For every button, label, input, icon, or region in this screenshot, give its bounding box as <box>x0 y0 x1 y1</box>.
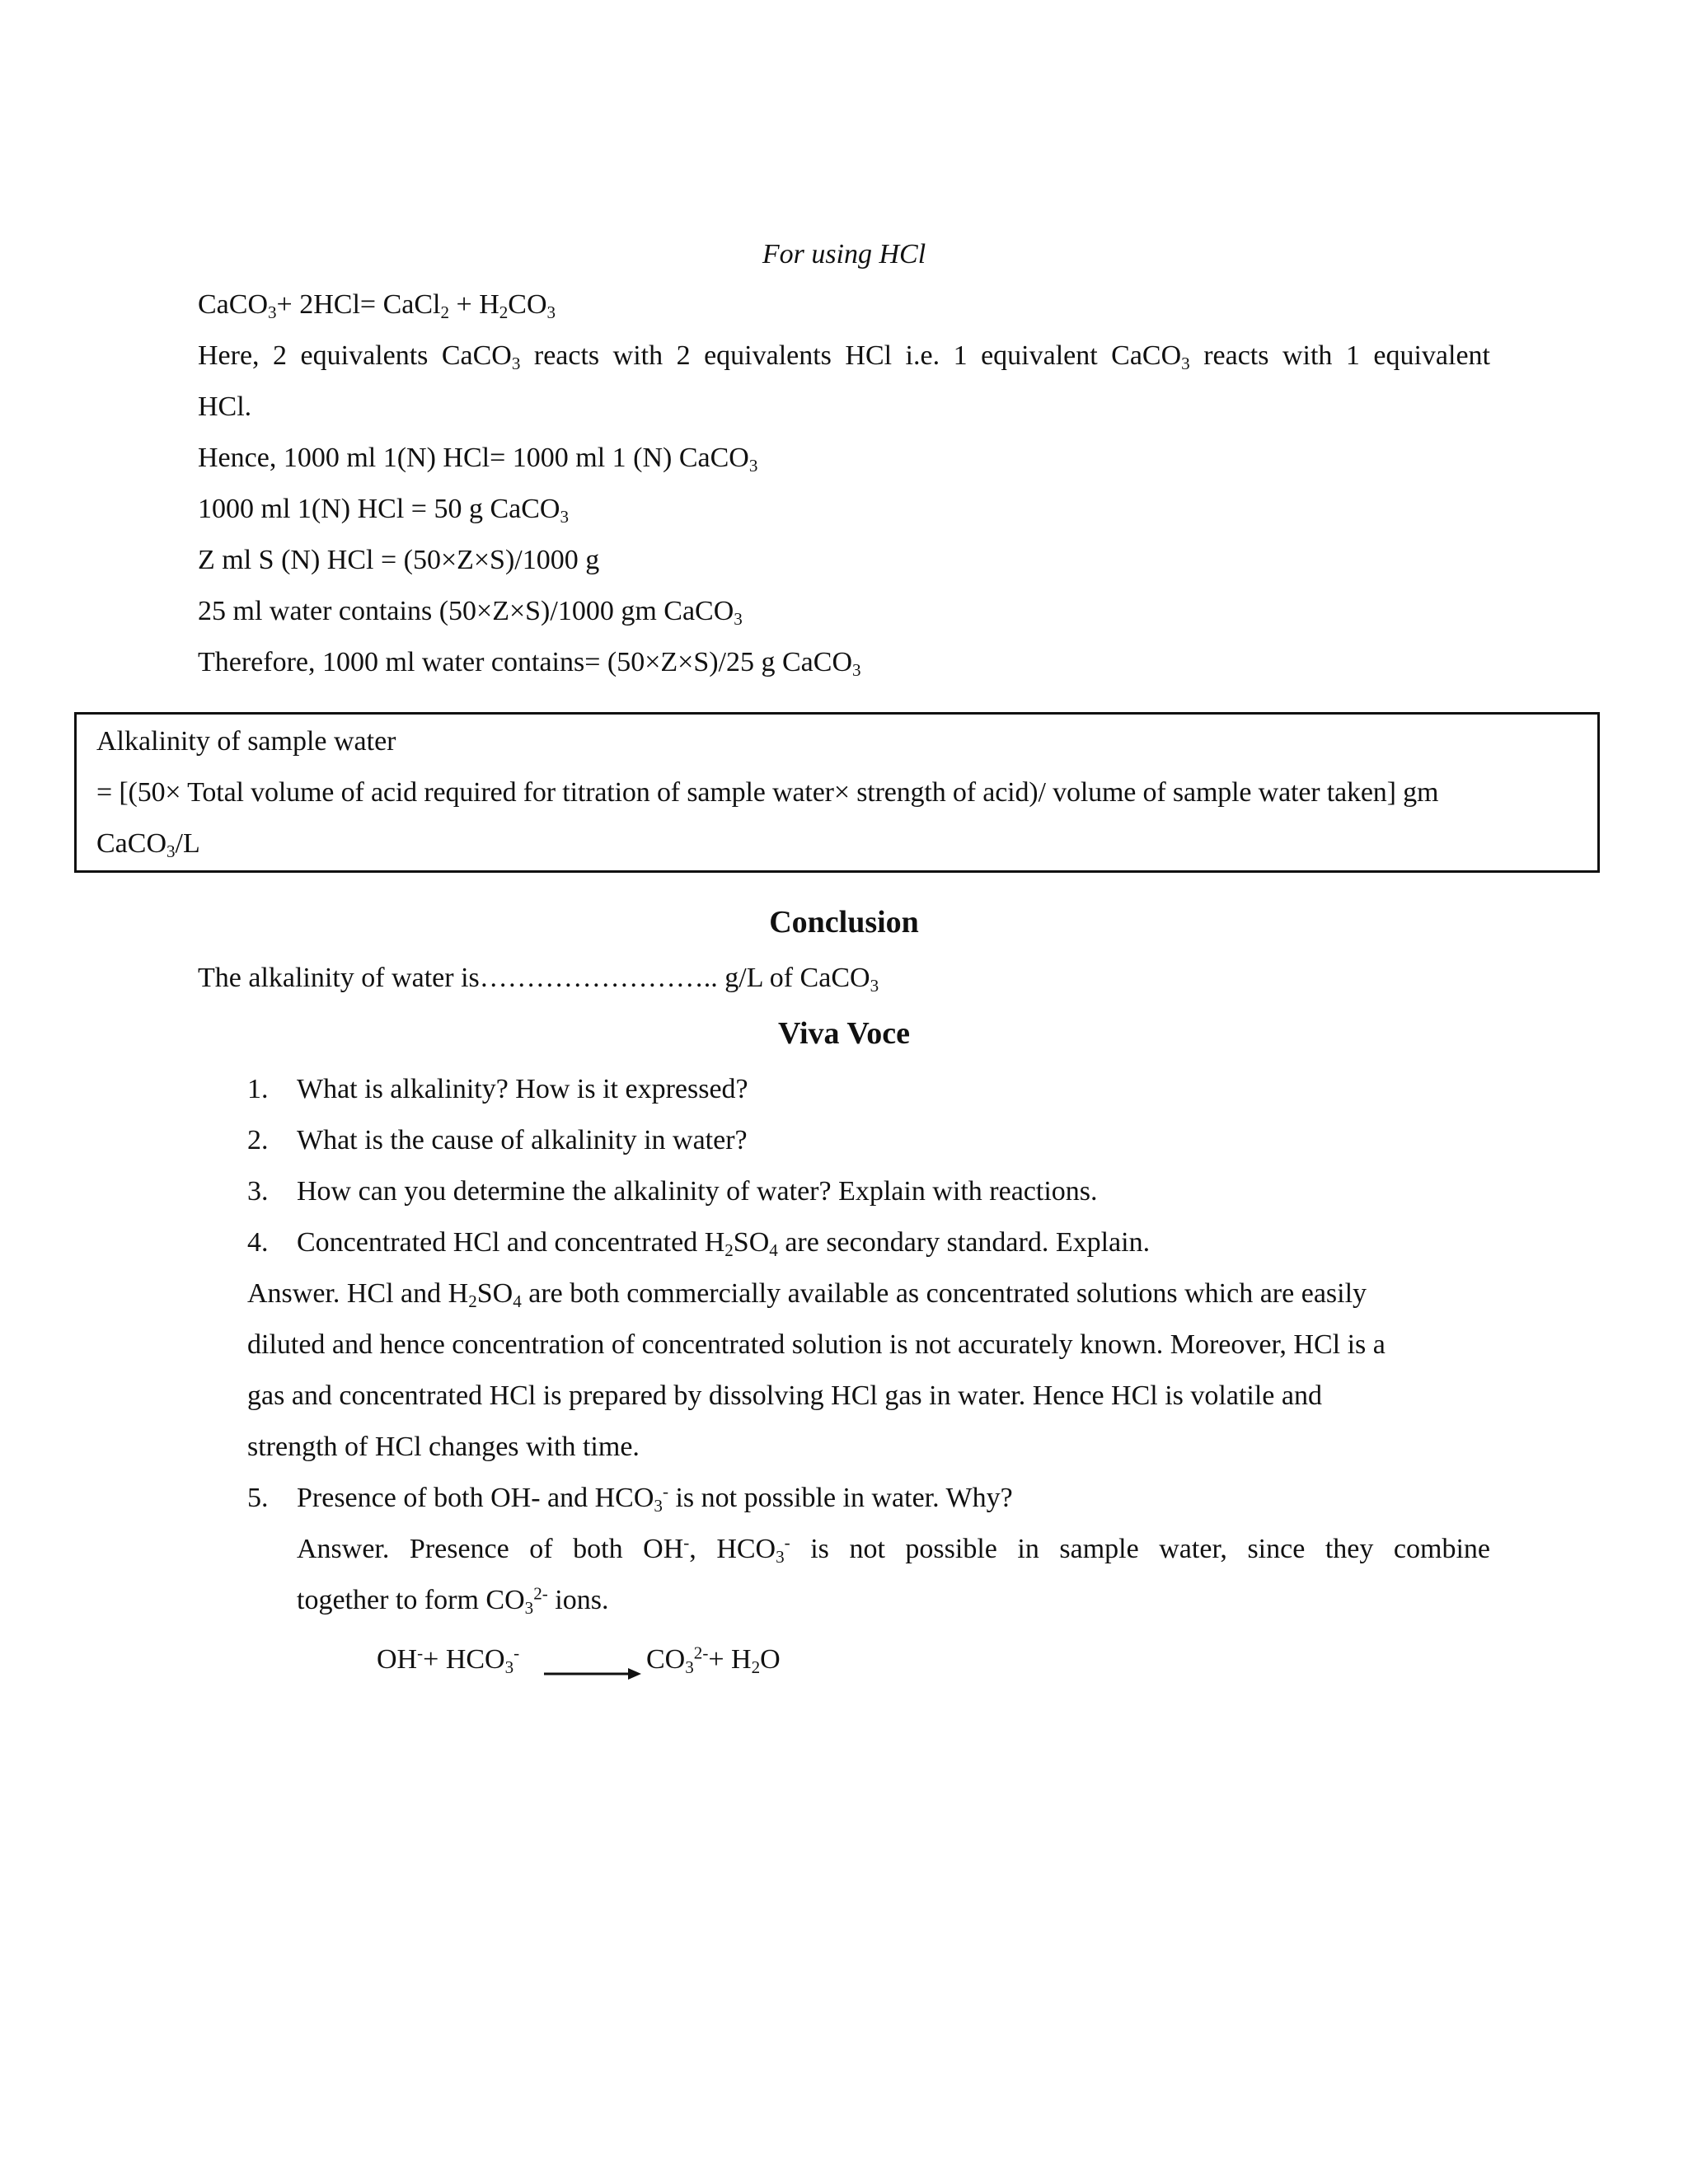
question-4: Concentrated HCl and concentrated $H_2SO_4$ are secondary standard. Explain. <box>297 1227 1151 1260</box>
conclusion-heading: Conclusion <box>769 905 919 940</box>
hence-line: Hence, 1000 ml 1(N) HCl= 1000 ml 1 (N) CaCO$_3$ <box>198 443 758 476</box>
answer-4-line-2: diluted and hence concentration of concentrated solution is not accurately known. Moreover, HCl is a <box>247 1329 1386 1360</box>
calc-line-2: Z ml S (N) HCl = (50×Z×S)/1000 g <box>198 545 600 575</box>
calc-line-1: 1000 ml 1(N) HCl = 50 g CaCO$_3$ <box>198 494 569 527</box>
equivalents-line-end: HCl. <box>198 391 252 422</box>
calc-line-3: 25 ml water contains (50×Z×S)/1000 gm CaCO$_3$ <box>198 596 743 629</box>
conclusion-text: The alkalinity of water is…………………….. g/L of CaCO$_3$ <box>198 963 879 996</box>
answer-5-line-1: Answer. Presence of both OH-, $HCO_3^-$ is not possible in sample water, since they combine <box>297 1532 1490 1567</box>
formula-box <box>74 712 1600 873</box>
question-number: 3. <box>247 1176 269 1207</box>
question-number: 1. <box>247 1074 269 1104</box>
section-title: For using HCl <box>762 239 926 269</box>
answer-5-line-2: together to form $CO_3^{2-}$ ions. <box>297 1583 609 1618</box>
reaction-arrow-icon <box>544 1666 643 1682</box>
answer-4-line-4: strength of HCl changes with time. <box>247 1432 640 1462</box>
calc-line-4: Therefore, 1000 ml water contains= (50×Z×S)/25 g CaCO$_3$ <box>198 647 861 680</box>
viva-voce-heading: Viva Voce <box>777 1016 911 1051</box>
formula-expression: = [(50× Total volume of acid required for titration of sample water× strength of acid)/ volume of sample water taken] gm <box>96 777 1439 808</box>
question-3: How can you determine the alkalinity of water? Explain with reactions. <box>297 1176 1098 1207</box>
question-number: 4. <box>247 1227 269 1258</box>
question-number: 2. <box>247 1125 269 1155</box>
equation-reactants: $OH^-+ HCO_3^-$ <box>377 1643 520 1677</box>
question-1: What is alkalinity? How is it expressed? <box>297 1074 748 1104</box>
question-5: Presence of both OH- and $HCO_3^-$ is not possible in water. Why? <box>297 1481 1013 1516</box>
answer-4-line-1: Answer. HCl and $H_2SO_4$ are both commercially available as concentrated solutions which are easily <box>247 1278 1367 1311</box>
formula-unit: CaCO$_3$/L <box>96 828 200 861</box>
question-number: 5. <box>247 1483 269 1513</box>
formula-title: Alkalinity of sample water <box>96 726 396 757</box>
question-2: What is the cause of alkalinity in water? <box>297 1125 748 1155</box>
answer-4-line-3: gas and concentrated HCl is prepared by dissolving HCl gas in water. Hence HCl is volatile and <box>247 1380 1322 1411</box>
equation-products: $CO_3^{2-}+ H_2O$ <box>646 1643 781 1677</box>
equivalents-line: Here, 2 equivalents CaCO$_3$ reacts with 2 equivalents HCl i.e. 1 equivalent CaCO$_3$ reacts with 1 equivalent <box>198 340 1490 373</box>
reaction-equation: CaCO$_3$+ 2HCl= CaCl$_2$ + $H_2CO_3$ <box>198 289 556 322</box>
